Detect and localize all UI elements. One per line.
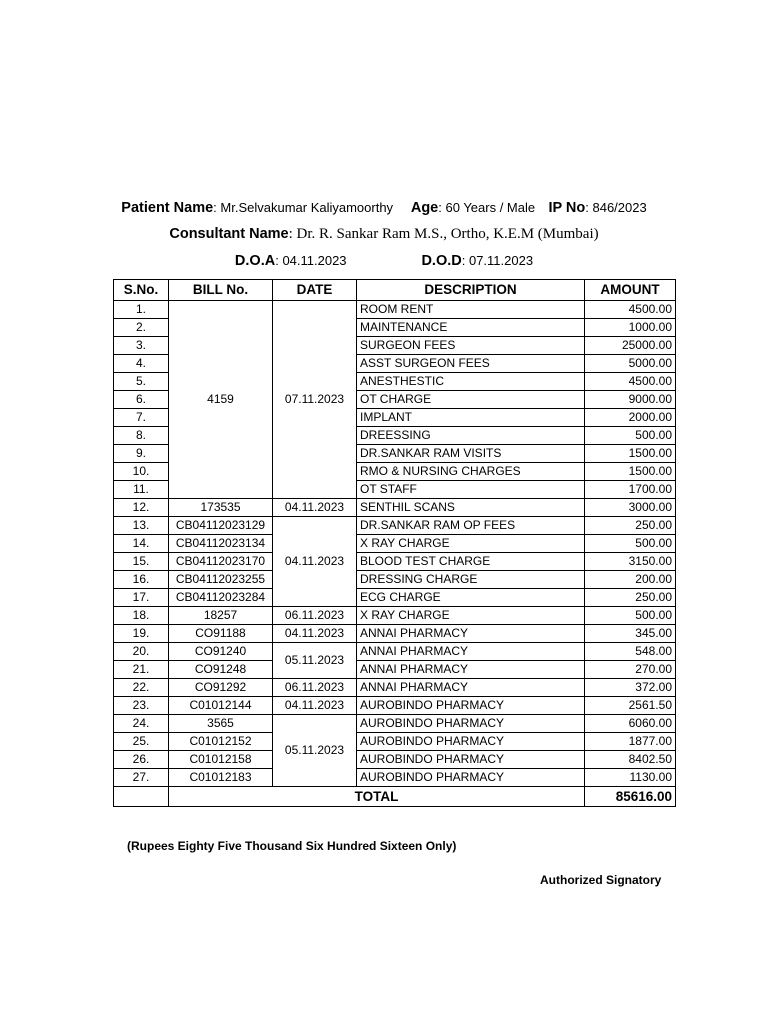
- patient-name-value: Mr.Selvakumar Kaliyamoorthy: [220, 200, 394, 215]
- table-row: [114, 661, 676, 679]
- cell-amount: 2000.00: [585, 409, 676, 427]
- cell-bill-no: CO91240: [169, 643, 273, 661]
- cell-amount: 372.00: [585, 679, 676, 697]
- cell-bill-no: 4159: [169, 301, 273, 499]
- cell-description: X RAY CHARGE: [357, 535, 585, 553]
- cell-sno: 6.: [114, 391, 169, 409]
- table-row: [114, 751, 676, 769]
- cell-date: 04.11.2023: [273, 697, 357, 715]
- cell-amount: 3150.00: [585, 553, 676, 571]
- cell-date: 05.11.2023: [273, 715, 357, 787]
- cell-amount: 5000.00: [585, 355, 676, 373]
- cell-description: MAINTENANCE: [357, 319, 585, 337]
- total-label: TOTAL: [169, 787, 585, 807]
- cell-amount: 6060.00: [585, 715, 676, 733]
- cell-sno: 22.: [114, 679, 169, 697]
- cell-date: 06.11.2023: [273, 607, 357, 625]
- consultant-label: Consultant Name: [169, 226, 289, 242]
- table-row: [114, 499, 676, 517]
- cell-bill-no: CB04112023170: [169, 553, 273, 571]
- cell-sno: 13.: [114, 517, 169, 535]
- cell-amount: 1500.00: [585, 445, 676, 463]
- cell-sno: 8.: [114, 427, 169, 445]
- cell-bill-no: CB04112023255: [169, 571, 273, 589]
- cell-description: ANNAI PHARMACY: [357, 643, 585, 661]
- table-row: [114, 697, 676, 715]
- cell-date: 06.11.2023: [273, 679, 357, 697]
- cell-bill-no: CB04112023134: [169, 535, 273, 553]
- dod-value: 07.11.2023: [468, 253, 534, 268]
- table-header-row: [114, 280, 676, 301]
- cell-sno: 21.: [114, 661, 169, 679]
- cell-sno: 5.: [114, 373, 169, 391]
- cell-bill-no: 173535: [169, 499, 273, 517]
- cell-amount: 9000.00: [585, 391, 676, 409]
- cell-date: 07.11.2023: [273, 301, 357, 499]
- cell-description: ANNAI PHARMACY: [357, 679, 585, 697]
- total-row: [114, 787, 676, 807]
- cell-sno: 17.: [114, 589, 169, 607]
- cell-date: 04.11.2023: [273, 517, 357, 607]
- cell-description: OT CHARGE: [357, 391, 585, 409]
- cell-description: ECG CHARGE: [357, 589, 585, 607]
- cell-sno: 12.: [114, 499, 169, 517]
- ip-label: IP No: [548, 200, 586, 216]
- cell-description: ASST SURGEON FEES: [357, 355, 585, 373]
- cell-sno: 16.: [114, 571, 169, 589]
- cell-sno: 27.: [114, 769, 169, 787]
- cell-amount: 270.00: [585, 661, 676, 679]
- doa-value: 04.11.2023: [282, 253, 347, 268]
- cell-amount: 200.00: [585, 571, 676, 589]
- column-header-description: DESCRIPTION: [357, 280, 585, 301]
- table-row: [114, 733, 676, 751]
- patient-info-line: Patient Name: Mr.Selvakumar Kaliyamoorthy Age: 60 Years / Male IP No: 846/2023: [121, 200, 647, 216]
- cell-amount: 1000.00: [585, 319, 676, 337]
- bill-table-body: [114, 301, 676, 787]
- cell-bill-no: C01012144: [169, 697, 273, 715]
- cell-amount: 548.00: [585, 643, 676, 661]
- cell-bill-no: C01012158: [169, 751, 273, 769]
- cell-amount: 1500.00: [585, 463, 676, 481]
- cell-bill-no: 18257: [169, 607, 273, 625]
- cell-sno: 1.: [114, 301, 169, 319]
- cell-amount: 250.00: [585, 517, 676, 535]
- table-row: [114, 643, 676, 661]
- dod-label: D.O.D: [421, 253, 462, 269]
- cell-description: AUROBINDO PHARMACY: [357, 697, 585, 715]
- ip-value: 846/2023: [592, 200, 647, 215]
- cell-description: SENTHIL SCANS: [357, 499, 585, 517]
- cell-sno: 19.: [114, 625, 169, 643]
- cell-description: OT STAFF: [357, 481, 585, 499]
- table-row: [114, 553, 676, 571]
- table-row: [114, 715, 676, 733]
- cell-sno: 15.: [114, 553, 169, 571]
- table-row: [114, 589, 676, 607]
- total-amount: 85616.00: [585, 787, 676, 807]
- cell-sno: 3.: [114, 337, 169, 355]
- cell-sno: 24.: [114, 715, 169, 733]
- bill-table: [113, 279, 676, 807]
- cell-sno: 4.: [114, 355, 169, 373]
- cell-description: AUROBINDO PHARMACY: [357, 769, 585, 787]
- column-header-date: DATE: [273, 280, 357, 301]
- cell-date: 04.11.2023: [273, 499, 357, 517]
- cell-amount: 500.00: [585, 607, 676, 625]
- cell-description: ROOM RENT: [357, 301, 585, 319]
- cell-date: 05.11.2023: [273, 643, 357, 679]
- cell-description: ANNAI PHARMACY: [357, 625, 585, 643]
- cell-sno: 14.: [114, 535, 169, 553]
- cell-description: BLOOD TEST CHARGE: [357, 553, 585, 571]
- cell-description: AUROBINDO PHARMACY: [357, 751, 585, 769]
- table-row: [114, 625, 676, 643]
- cell-amount: 8402.50: [585, 751, 676, 769]
- cell-date: 04.11.2023: [273, 625, 357, 643]
- cell-amount: 345.00: [585, 625, 676, 643]
- cell-sno: 7.: [114, 409, 169, 427]
- cell-bill-no: CO91292: [169, 679, 273, 697]
- cell-amount: 4500.00: [585, 373, 676, 391]
- cell-description: ANNAI PHARMACY: [357, 661, 585, 679]
- admission-dates-line: D.O.A: 04.11.2023 D.O.D: 07.11.2023: [234, 253, 534, 269]
- cell-amount: 1700.00: [585, 481, 676, 499]
- age-value: 60 Years / Male: [445, 200, 536, 215]
- patient-name-label: Patient Name: [121, 200, 214, 216]
- cell-sno: 10.: [114, 463, 169, 481]
- cell-amount: 4500.00: [585, 301, 676, 319]
- cell-sno: 2.: [114, 319, 169, 337]
- column-header-sno: S.No.: [114, 280, 169, 301]
- cell-description: DR.SANKAR RAM VISITS: [357, 445, 585, 463]
- cell-amount: 3000.00: [585, 499, 676, 517]
- cell-description: SURGEON FEES: [357, 337, 585, 355]
- cell-description: DRESSING CHARGE: [357, 571, 585, 589]
- cell-description: AUROBINDO PHARMACY: [357, 733, 585, 751]
- cell-amount: 1130.00: [585, 769, 676, 787]
- cell-sno: 18.: [114, 607, 169, 625]
- cell-amount: 1877.00: [585, 733, 676, 751]
- cell-bill-no: CB04112023284: [169, 589, 273, 607]
- cell-description: IMPLANT: [357, 409, 585, 427]
- column-header-bill-no: BILL No.: [169, 280, 273, 301]
- cell-bill-no: CO91248: [169, 661, 273, 679]
- cell-amount: 2561.50: [585, 697, 676, 715]
- cell-bill-no: C01012152: [169, 733, 273, 751]
- cell-amount: 500.00: [585, 535, 676, 553]
- cell-sno: 11.: [114, 481, 169, 499]
- cell-description: X RAY CHARGE: [357, 607, 585, 625]
- table-row: [114, 301, 676, 319]
- cell-bill-no: CB04112023129: [169, 517, 273, 535]
- amount-in-words: (Rupees Eighty Five Thousand Six Hundred Sixteen Only): [127, 839, 457, 853]
- cell-sno: 20.: [114, 643, 169, 661]
- cell-description: DREESSING: [357, 427, 585, 445]
- cell-sno: 26.: [114, 751, 169, 769]
- cell-sno: 9.: [114, 445, 169, 463]
- cell-description: RMO & NURSING CHARGES: [357, 463, 585, 481]
- consultant-value: Dr. R. Sankar Ram M.S., Ortho, K.E.M (Mumbai): [296, 226, 599, 242]
- authorized-signatory: Authorized Signatory: [540, 873, 662, 887]
- table-row: [114, 517, 676, 535]
- cell-description: AUROBINDO PHARMACY: [357, 715, 585, 733]
- cell-bill-no: CO91188: [169, 625, 273, 643]
- table-row: [114, 535, 676, 553]
- table-row: [114, 571, 676, 589]
- cell-sno: 23.: [114, 697, 169, 715]
- cell-description: ANESTHESTIC: [357, 373, 585, 391]
- table-row: [114, 607, 676, 625]
- age-label: Age: [410, 200, 439, 216]
- cell-bill-no: 3565: [169, 715, 273, 733]
- cell-bill-no: C01012183: [169, 769, 273, 787]
- cell-amount: 500.00: [585, 427, 676, 445]
- cell-description: DR.SANKAR RAM OP FEES: [357, 517, 585, 535]
- cell-amount: 250.00: [585, 589, 676, 607]
- consultant-line: Consultant Name: Dr. R. Sankar Ram M.S., Ortho, K.E.M (Mumbai): [169, 226, 599, 242]
- table-row: [114, 679, 676, 697]
- doa-label: D.O.A: [234, 253, 276, 269]
- table-row: [114, 769, 676, 787]
- cell-amount: 25000.00: [585, 337, 676, 355]
- cell-sno: 25.: [114, 733, 169, 751]
- column-header-amount: AMOUNT: [585, 280, 676, 301]
